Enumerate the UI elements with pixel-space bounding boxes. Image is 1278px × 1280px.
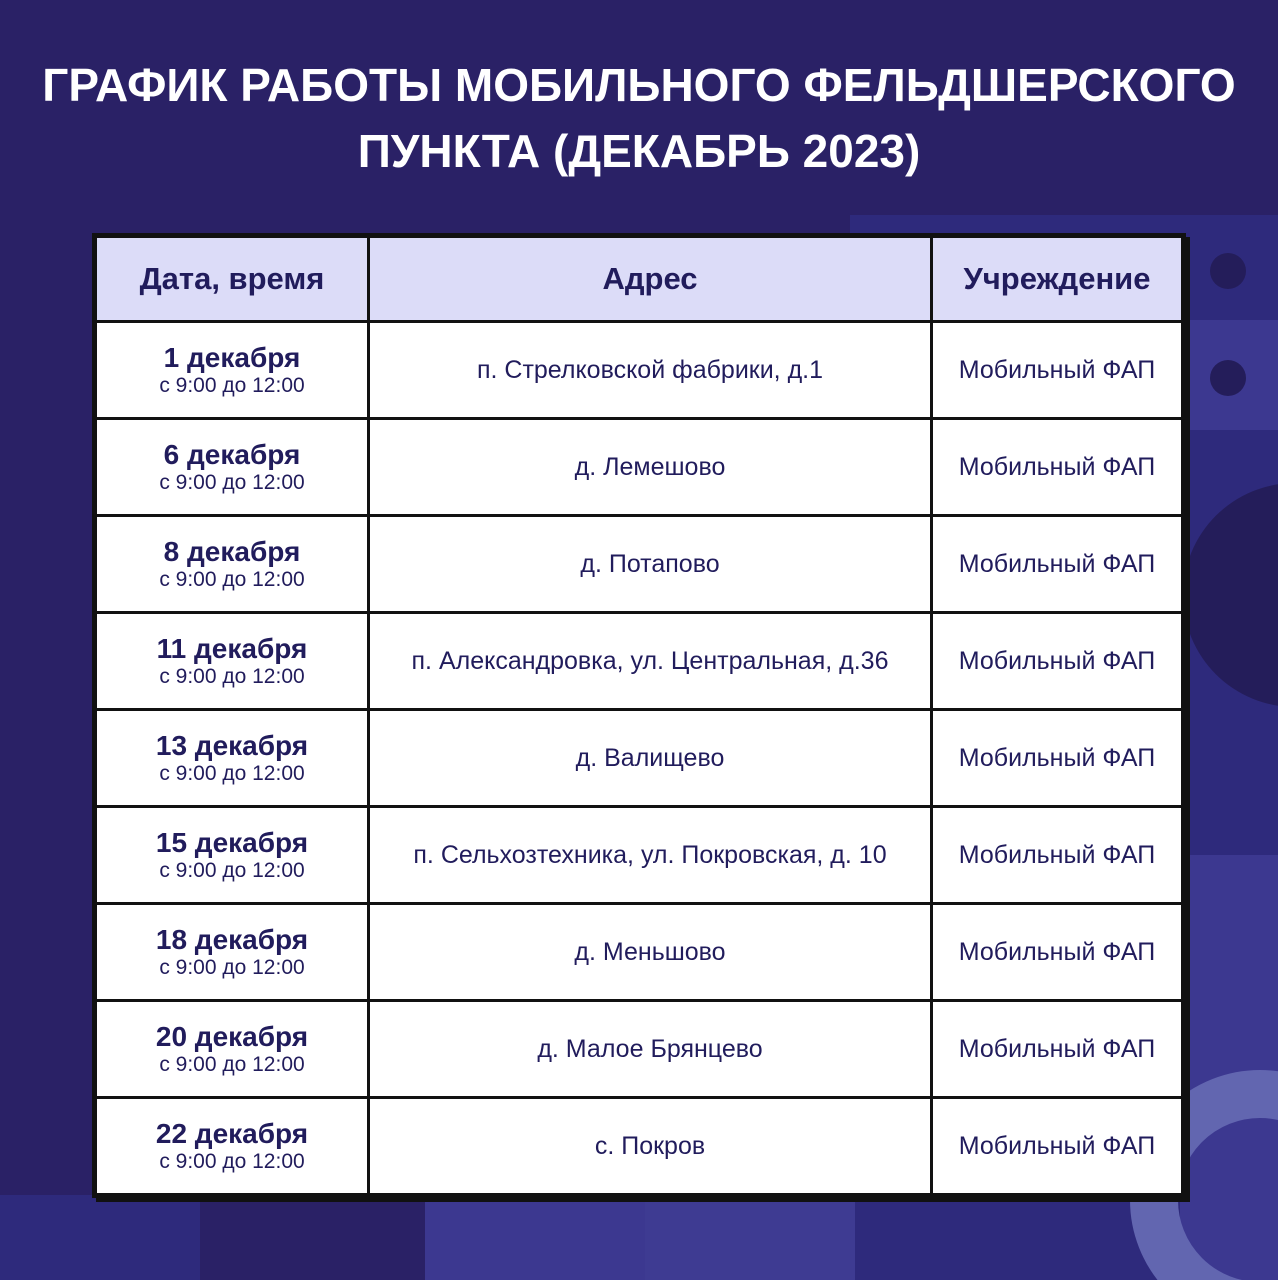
address-cell: д. Лемешово (369, 419, 932, 516)
page-title (20, 52, 1258, 184)
background-block (0, 1195, 200, 1280)
date-cell (95, 322, 369, 419)
header-address: Адрес (369, 236, 932, 322)
time: с 9:00 до 12:00 (159, 568, 305, 591)
time: с 9:00 до 12:00 (159, 956, 305, 979)
date: 13 декабря (155, 730, 309, 761)
title-line-2: ПУНКТА (ДЕКАБРЬ 2023) (357, 125, 921, 177)
institution-cell: Мобильный ФАП (932, 710, 1184, 807)
institution-cell: Мобильный ФАП (932, 1098, 1184, 1196)
date-cell (95, 904, 369, 1001)
time: с 9:00 до 12:00 (159, 1150, 305, 1173)
date: 22 декабря (155, 1118, 309, 1149)
institution-cell: Мобильный ФАП (932, 322, 1184, 419)
address-cell: п. Александровка, ул. Центральная, д.36 (369, 613, 932, 710)
time: с 9:00 до 12:00 (159, 665, 305, 688)
title-line-1: ГРАФИК РАБОТЫ МОБИЛЬНОГО ФЕЛЬДШЕРСКОГО (42, 59, 1236, 111)
time: с 9:00 до 12:00 (159, 1053, 305, 1076)
institution-cell: Мобильный ФАП (932, 613, 1184, 710)
date-cell (95, 1098, 369, 1196)
background-block (425, 1195, 645, 1280)
time: с 9:00 до 12:00 (159, 471, 305, 494)
date-cell (95, 1001, 369, 1098)
date-cell (95, 710, 369, 807)
header-date: Дата, время (95, 236, 369, 322)
time: с 9:00 до 12:00 (159, 859, 305, 882)
address-cell: д. Потапово (369, 516, 932, 613)
institution-cell: Мобильный ФАП (932, 1001, 1184, 1098)
address-cell: д. Валищево (369, 710, 932, 807)
date: 18 декабря (155, 924, 309, 955)
background-dot (1210, 253, 1246, 289)
table-row (95, 1001, 1184, 1098)
table-row (95, 322, 1184, 419)
institution-cell: Мобильный ФАП (932, 516, 1184, 613)
date-cell (95, 613, 369, 710)
background-dot (1210, 360, 1246, 396)
background-block (1180, 855, 1278, 1280)
table-row (95, 1098, 1184, 1196)
date-cell (95, 419, 369, 516)
table-row (95, 904, 1184, 1001)
date: 20 декабря (155, 1021, 309, 1052)
table-row (95, 516, 1184, 613)
table-row (95, 613, 1184, 710)
header-institution: Учреждение (932, 236, 1184, 322)
schedule-table (92, 233, 1186, 1198)
date: 11 декабря (156, 633, 308, 664)
date: 8 декабря (163, 536, 301, 567)
institution-cell: Мобильный ФАП (932, 807, 1184, 904)
table-row (95, 419, 1184, 516)
time: с 9:00 до 12:00 (159, 762, 305, 785)
date: 6 декабря (163, 439, 301, 470)
address-cell: п. Стрелковской фабрики, д.1 (369, 322, 932, 419)
time: с 9:00 до 12:00 (159, 374, 305, 397)
institution-cell: Мобильный ФАП (932, 904, 1184, 1001)
table-row (95, 807, 1184, 904)
date: 1 декабря (163, 342, 301, 373)
date-cell (95, 807, 369, 904)
address-cell: п. Сельхозтехника, ул. Покровская, д. 10 (369, 807, 932, 904)
date-cell (95, 516, 369, 613)
address-cell: с. Покров (369, 1098, 932, 1196)
date: 15 декабря (155, 827, 309, 858)
table-row (95, 710, 1184, 807)
table-header-row (95, 236, 1184, 322)
address-cell: д. Меньшово (369, 904, 932, 1001)
institution-cell: Мобильный ФАП (932, 419, 1184, 516)
background-block (645, 1195, 855, 1280)
address-cell: д. Малое Брянцево (369, 1001, 932, 1098)
